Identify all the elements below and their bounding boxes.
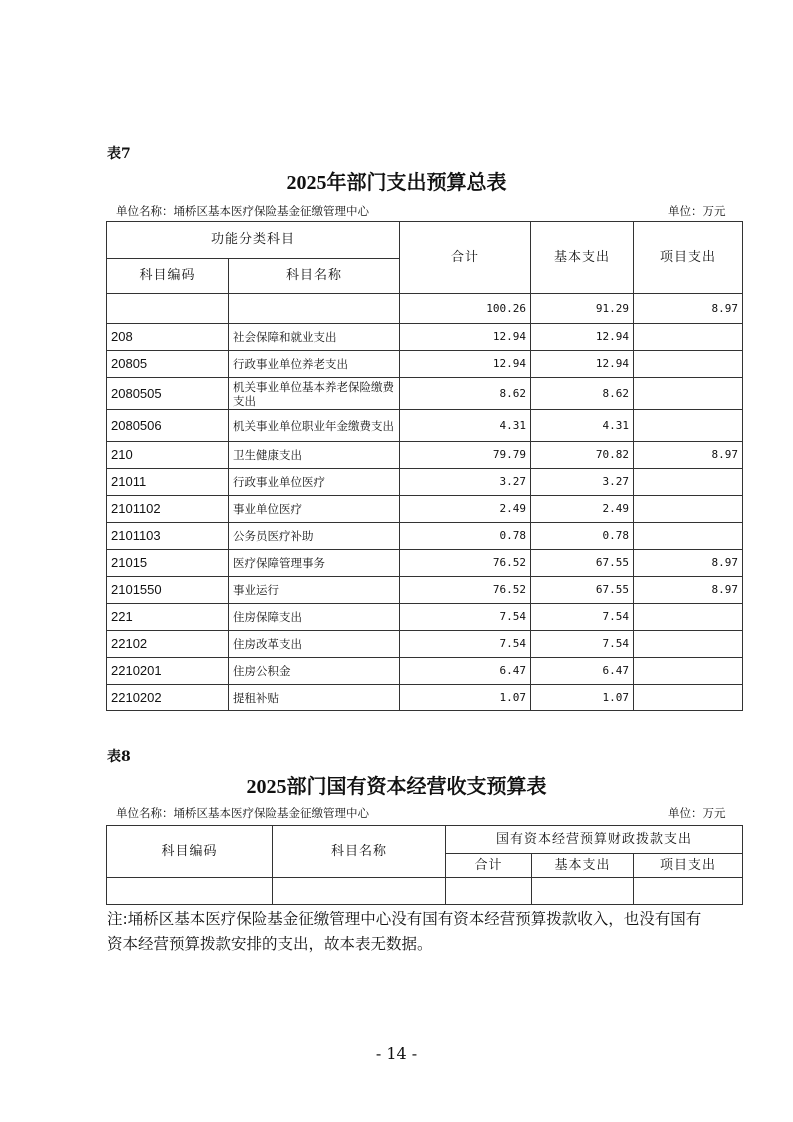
- cell-total: 7.54: [400, 604, 531, 631]
- cell-basic: 8.62: [531, 378, 634, 410]
- table8-unit: 单位：万元: [668, 806, 726, 820]
- cell-name: 住房改革支出: [229, 631, 400, 658]
- cell-code: [107, 878, 273, 905]
- header-project: 项目支出: [634, 222, 743, 294]
- header-group: 国有资本经营预算财政拨款支出: [446, 826, 743, 854]
- table-row: [107, 324, 743, 351]
- cell-basic: 7.54: [531, 604, 634, 631]
- cell-code: 2210202: [107, 685, 229, 711]
- cell-basic: 6.47: [531, 658, 634, 685]
- table-row: [107, 604, 743, 631]
- cell-code: 208: [107, 324, 229, 351]
- cell-code: 2080506: [107, 410, 229, 442]
- cell-project: [634, 878, 743, 905]
- cell-total: 4.31: [400, 410, 531, 442]
- cell-name: 公务员医疗补助: [229, 523, 400, 550]
- header-total: 合计: [446, 854, 532, 878]
- cell-name: 机关事业单位职业年金缴费支出: [229, 410, 400, 442]
- table7-unit: 单位：万元: [668, 204, 726, 218]
- cell-project: [634, 631, 743, 658]
- table-row: [107, 378, 743, 410]
- cell-total: 6.47: [400, 658, 531, 685]
- header-functional-category: 功能分类科目: [107, 222, 400, 259]
- header-code: 科目编码: [107, 826, 273, 878]
- cell-total: 3.27: [400, 469, 531, 496]
- table-row: [107, 658, 743, 685]
- cell-name: 提租补贴: [229, 685, 400, 711]
- table-row: [107, 631, 743, 658]
- header-project: 项目支出: [634, 854, 743, 878]
- cell-name: 事业单位医疗: [229, 496, 400, 523]
- cell-name: [273, 878, 446, 905]
- cell-total: 12.94: [400, 351, 531, 378]
- header-basic: 基本支出: [531, 222, 634, 294]
- cell-basic: 4.31: [531, 410, 634, 442]
- cell-code: 2080505: [107, 378, 229, 410]
- cell-total: 12.94: [400, 324, 531, 351]
- cell-basic: 70.82: [531, 442, 634, 469]
- cell-name: 机关事业单位基本养老保险缴费支出: [229, 378, 400, 410]
- table-row: [107, 294, 743, 324]
- cell-project: [634, 658, 743, 685]
- cell-project: [634, 378, 743, 410]
- cell-name: 医疗保障管理事务: [229, 550, 400, 577]
- cell-project: 8.97: [634, 294, 743, 324]
- cell-basic: 3.27: [531, 469, 634, 496]
- table-row: [107, 577, 743, 604]
- cell-code: 20805: [107, 351, 229, 378]
- table-row: [107, 523, 743, 550]
- table8-unit-name: 单位名称：埇桥区基本医疗保险基金征缴管理中心: [116, 806, 369, 820]
- table7-title: 2025年部门支出预算总表: [286, 172, 507, 194]
- cell-name: 行政事业单位医疗: [229, 469, 400, 496]
- cell-project: [634, 469, 743, 496]
- cell-name: 事业运行: [229, 577, 400, 604]
- cell-project: [634, 685, 743, 711]
- cell-basic: 2.49: [531, 496, 634, 523]
- table7-unit-name: 单位名称：埇桥区基本医疗保险基金征缴管理中心: [116, 204, 369, 218]
- cell-total: 79.79: [400, 442, 531, 469]
- cell-project: 8.97: [634, 577, 743, 604]
- cell-name: 行政事业单位养老支出: [229, 351, 400, 378]
- cell-basic: 7.54: [531, 631, 634, 658]
- header-name: 科目名称: [273, 826, 446, 878]
- cell-basic: 1.07: [531, 685, 634, 711]
- cell-project: [634, 324, 743, 351]
- cell-total: 0.78: [400, 523, 531, 550]
- cell-project: [634, 410, 743, 442]
- cell-project: 8.97: [634, 550, 743, 577]
- cell-project: [634, 496, 743, 523]
- table-row: [107, 496, 743, 523]
- cell-project: 8.97: [634, 442, 743, 469]
- table-row: [107, 469, 743, 496]
- page-number: - 14 -: [375, 1044, 418, 1063]
- table-row: [107, 410, 743, 442]
- cell-code: 2101102: [107, 496, 229, 523]
- cell-basic: [532, 878, 634, 905]
- header-code: 科目编码: [107, 259, 229, 294]
- cell-code: 21011: [107, 469, 229, 496]
- table8-note: 注:埇桥区基本医疗保险基金征缴管理中心没有国有资本经营预算拨款收入，也没有国有资本经营预算拨款安排的支出，故本表无数据。: [107, 910, 702, 953]
- cell-name: 社会保障和就业支出: [229, 324, 400, 351]
- table7-label: 表7: [107, 146, 131, 162]
- cell-basic: 0.78: [531, 523, 634, 550]
- table8-label: 表8: [107, 749, 131, 765]
- table-row: [107, 550, 743, 577]
- cell-code: 2210201: [107, 658, 229, 685]
- cell-total: 1.07: [400, 685, 531, 711]
- cell-total: 76.52: [400, 577, 531, 604]
- cell-code: 22102: [107, 631, 229, 658]
- header-name: 科目名称: [229, 259, 400, 294]
- cell-total: 2.49: [400, 496, 531, 523]
- cell-project: [634, 351, 743, 378]
- table7: [106, 221, 743, 711]
- cell-basic: 67.55: [531, 577, 634, 604]
- table8-title: 2025部门国有资本经营收支预算表: [246, 776, 547, 798]
- cell-code: 21015: [107, 550, 229, 577]
- cell-code: 221: [107, 604, 229, 631]
- cell-basic: 12.94: [531, 324, 634, 351]
- table-row: [107, 442, 743, 469]
- cell-total: 100.26: [400, 294, 531, 324]
- cell-name: 住房保障支出: [229, 604, 400, 631]
- cell-total: 76.52: [400, 550, 531, 577]
- cell-basic: 91.29: [531, 294, 634, 324]
- cell-basic: 12.94: [531, 351, 634, 378]
- cell-name: 卫生健康支出: [229, 442, 400, 469]
- cell-code: 2101103: [107, 523, 229, 550]
- cell-project: [634, 523, 743, 550]
- cell-total: 7.54: [400, 631, 531, 658]
- cell-name: [229, 294, 400, 324]
- cell-code: 2101550: [107, 577, 229, 604]
- cell-total: 8.62: [400, 378, 531, 410]
- cell-code: [107, 294, 229, 324]
- header-basic: 基本支出: [532, 854, 634, 878]
- table8: [106, 825, 743, 905]
- cell-project: [634, 604, 743, 631]
- cell-name: 住房公积金: [229, 658, 400, 685]
- cell-code: 210: [107, 442, 229, 469]
- table-row: [107, 878, 743, 905]
- table-row: [107, 685, 743, 711]
- cell-basic: 67.55: [531, 550, 634, 577]
- header-total: 合计: [400, 222, 531, 294]
- table-row: [107, 351, 743, 378]
- cell-total: [446, 878, 532, 905]
